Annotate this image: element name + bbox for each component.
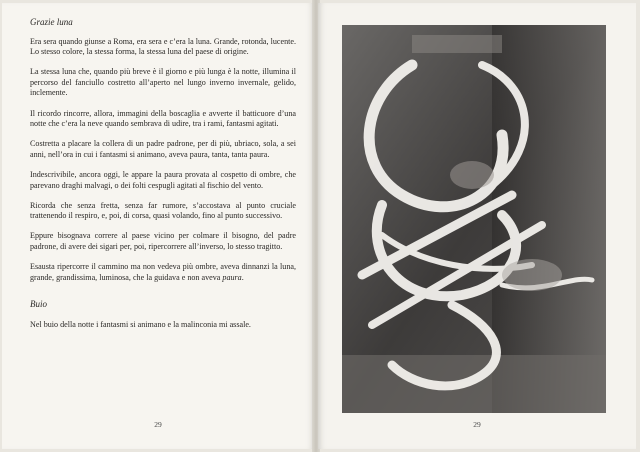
paragraph-8-main: Esausta ripercorre il cammino ma non vedeva più ombre, aveva dinnanzi la luna, grande, grandissima, luminosa, che la guidava e non aveva [30, 262, 296, 282]
paragraph-5: Indescrivibile, ancora oggi, le appare la paura provata al cospetto di ombre, che parevano draghi malvagi, o dei folti cespugli agitati al fischio del vento. [30, 169, 296, 190]
paragraph-7: Eppure bisognava correre al paese vicino per colmare il bisogno, del padre padrone, di avere dei sigari per, poi, ripercorrere all’inverso, lo stesso tragitto. [30, 231, 296, 251]
section-title-grazie-luna: Grazie luna [30, 17, 73, 27]
paragraph-2: La stessa luna che, quando più breve è il giorno e più lunga è la notte, illumina il percorso del fanciullo costretto all’aperto nel lungo inverno invernale, gelido, inclemente. [30, 67, 296, 98]
paragraph-4: Costretta a placare la collera di un padre padrone, per di più, ubriaco, sola, a sei anni, nell’ora in cui i fantasmi si animano, aveva paura, tanta, tanta paura. [30, 139, 296, 159]
paragraph-8-end: . [241, 272, 244, 282]
abstract-photo-icon [342, 25, 606, 413]
paragraph-6: Ricorda che senza fretta, senza far rumore, s’accostava al punto cruciale trattenendo il respiro, e, poi, di corsa, quasi volando, fino al punto successivo. [30, 200, 296, 221]
right-page [318, 3, 636, 449]
left-page [2, 3, 314, 449]
right-page-number: 29 [473, 420, 481, 429]
paragraph-3: Il ricordo rincorre, allora, immagini della boscaglia e avverte il batticuore d’una notte che c’era la neve quando sembrava di udire, tra i rami, fantasmi agitati. [30, 108, 296, 129]
photo-artwork [342, 25, 606, 413]
left-page-number: 29 [154, 420, 162, 429]
left-page-text [30, 17, 296, 340]
paragraph-1: Era sera quando giunse a Roma, era sera e c’era la luna. Grande, rotonda, lucente. Lo stesso colore, la stessa forma, la stessa luna del paese di origine. [30, 36, 296, 57]
section-title-buio: Buio [30, 299, 47, 310]
paragraph-8 [30, 262, 296, 283]
paragraph-buio-1: Nel buio della notte i fantasmi si animano e la malinconia mi assale. [30, 319, 251, 329]
paragraph-8-emphasis: paura [222, 272, 242, 282]
